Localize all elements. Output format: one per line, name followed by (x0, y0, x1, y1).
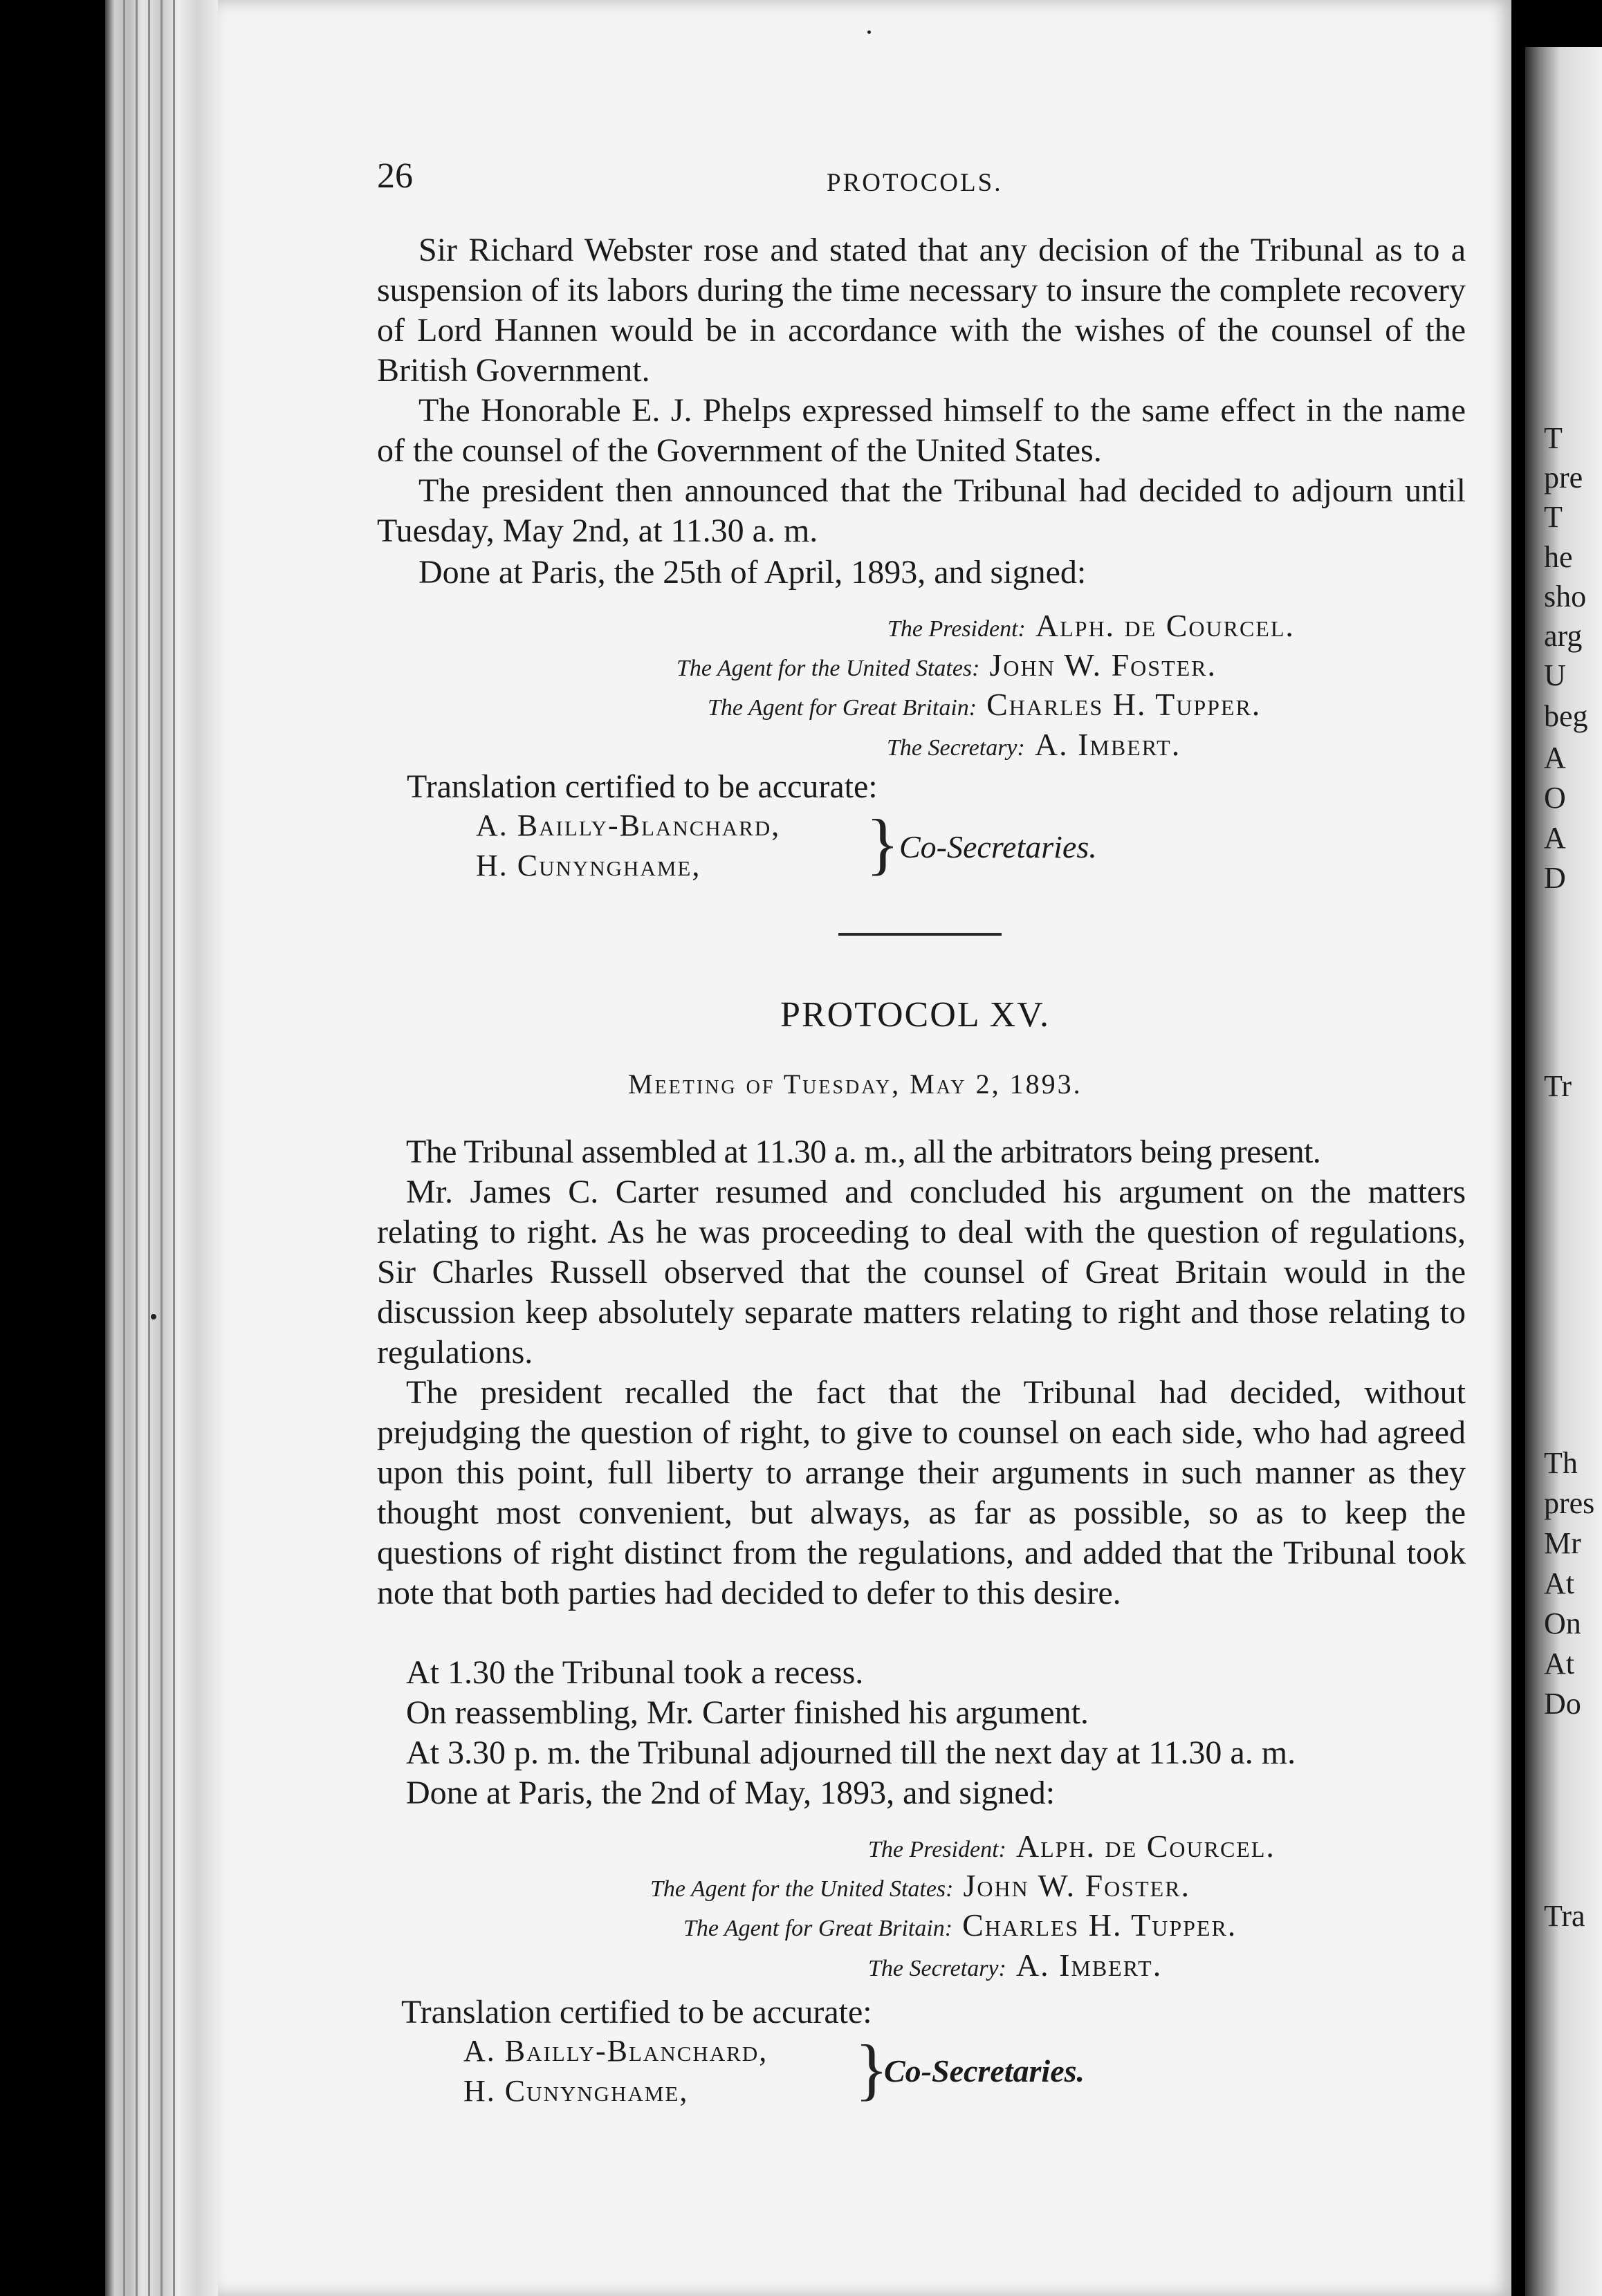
cosecretary-name: H. Cunynghame, (476, 849, 701, 882)
facing-page-fragment: On (1544, 1607, 1581, 1640)
facing-page-fragment: sho (1544, 580, 1587, 613)
paragraph-webster: Sir Richard Webster rose and stated that any decision of the Tribunal as to a suspension of its labors during the time necessary to insure the complete recovery of Lord Hannen would be in accordance with the wishes of the counsel of the British Government. (377, 232, 1466, 389)
signature-secretary (887, 726, 1181, 763)
meeting-date-heading: Meeting of Tuesday, May 2, 1893. (628, 1068, 1083, 1100)
signature-president (887, 607, 1295, 644)
facing-page-fragment: pre (1544, 461, 1583, 494)
done-line: Done at Paris, the 25th of April, 1893, and signed: (418, 554, 1087, 591)
facing-page-fragment: Tra (1544, 1899, 1585, 1933)
paragraph-carter: Mr. James C. Carter resumed and concluded his argument on the matters relating to right. As he was proceeding to deal with the question of regulations, Sir Charles Russell observed that the counsel of Great Britain would in the discussion keep absolutely separate matters relating to right and those relating to regulations. (377, 1174, 1466, 1371)
signature-role: The Secretary: (887, 735, 1025, 761)
signature-name: Alph. de Courcel. (1015, 1829, 1276, 1864)
adjourned-line: At 3.30 p. m. the Tribunal adjourned till the next day at 11.30 a. m. (406, 1734, 1296, 1771)
signature-us-agent (650, 1867, 1190, 1904)
signature-us-agent (676, 647, 1217, 683)
facing-page-fragment: pres (1544, 1486, 1595, 1520)
facing-page-fragment: U (1544, 658, 1566, 692)
facing-page-fragment: A (1544, 741, 1566, 775)
facing-page-fragment: Th (1544, 1446, 1578, 1480)
page-edge-line (148, 0, 150, 2296)
facing-page-fragment: Tr (1544, 1069, 1572, 1103)
recess-line: At 1.30 the Tribunal took a recess. (406, 1654, 864, 1691)
page-number: 26 (377, 156, 413, 196)
signature-name: Charles H. Tupper. (962, 1907, 1237, 1943)
paragraph-phelps: The Honorable E. J. Phelps expressed himself to the same effect in the name of the counsel of the Government of the United States. (377, 392, 1466, 469)
translation-certified: Translation certified to be accurate: (401, 1994, 872, 2030)
page-edge-line (160, 0, 163, 2296)
cosecretary-name: H. Cunynghame, (463, 2074, 689, 2108)
signature-name: John W. Foster. (963, 1868, 1191, 1903)
facing-page-fragment: arg (1544, 619, 1583, 653)
signature-name: Charles H. Tupper. (986, 687, 1262, 722)
cosecretaries-label: Co-Secretaries. (899, 829, 1097, 864)
page-edge-line (123, 0, 125, 2296)
protocol-title: PROTOCOL XV. (780, 995, 1051, 1035)
facing-page-fragment: T (1544, 421, 1563, 455)
brace-symbol: } (855, 2030, 888, 2107)
signature-role: The President: (868, 1837, 1006, 1862)
signature-secretary (868, 1947, 1162, 1983)
done-line: Done at Paris, the 2nd of May, 1893, and signed: (406, 1775, 1056, 1811)
signature-name: A. Imbert. (1015, 1947, 1163, 1983)
facing-page-fragment: T (1544, 500, 1563, 534)
signature-gb-agent (683, 1907, 1237, 1943)
paragraph-president-recalled: The president recalled the fact that the Tribunal had decided, without prejudging the question of right, to give to counsel on each side, who had agreed upon this point, full liberty to arrange their arguments in such manner as they thought most convenient, but always, as far as possible, so as to keep the questions of right distinct from the regulations, and added that the Tribunal took note that both parties had decided to defer to this desire. (377, 1374, 1466, 1611)
facing-page-fragment: Do (1544, 1687, 1581, 1721)
signature-role: The President: (887, 616, 1026, 642)
page-edge-line (136, 0, 138, 2296)
running-head: PROTOCOLS. (827, 169, 1003, 197)
scan-speck (151, 1314, 156, 1320)
signature-president (868, 1828, 1276, 1864)
reassembling-line: On reassembling, Mr. Carter finished his argument. (406, 1694, 1089, 1731)
page-edge-line (173, 0, 175, 2296)
facing-page-fragment: beg (1544, 699, 1588, 733)
paragraph-assembled: The Tribunal assembled at 11.30 a. m., all the arbitrators being present. (406, 1133, 1321, 1170)
cosecretaries-label: Co-Secretaries. (884, 2053, 1085, 2089)
facing-page-fragment: O (1544, 781, 1566, 815)
signature-role: The Agent for Great Britain: (708, 695, 977, 721)
facing-page-fragment: he (1544, 540, 1573, 574)
cosecretary-name: A. Bailly-Blanchard, (463, 2034, 768, 2068)
translation-certified: Translation certified to be accurate: (407, 768, 878, 805)
signature-name: Alph. de Courcel. (1035, 608, 1295, 643)
scan-speck (867, 30, 871, 34)
signature-role: The Agent for Great Britain: (683, 1916, 953, 1941)
brace-symbol: } (866, 805, 899, 882)
facing-page-fragment: At (1544, 1647, 1574, 1681)
cosecretary-name: A. Bailly-Blanchard, (476, 808, 781, 842)
signature-gb-agent (708, 686, 1261, 723)
facing-page-edge (1525, 47, 1602, 2296)
signature-name: A. Imbert. (1034, 727, 1181, 762)
paragraph-adjourn: The president then announced that the Tribunal had decided to adjourn until Tuesday, May 2nd, at 11.30 a. m. (377, 472, 1466, 549)
signature-role: The Secretary: (868, 1956, 1006, 1981)
facing-page-fragment: At (1544, 1566, 1574, 1600)
signature-name: John W. Foster. (989, 647, 1217, 683)
signature-role: The Agent for the United States: (650, 1876, 954, 1902)
facing-page-fragment: A (1544, 821, 1566, 855)
section-divider (838, 933, 1002, 936)
signature-role: The Agent for the United States: (676, 656, 980, 681)
facing-page-fragment: Mr (1544, 1526, 1581, 1560)
facing-page-fragment: D (1544, 861, 1566, 895)
